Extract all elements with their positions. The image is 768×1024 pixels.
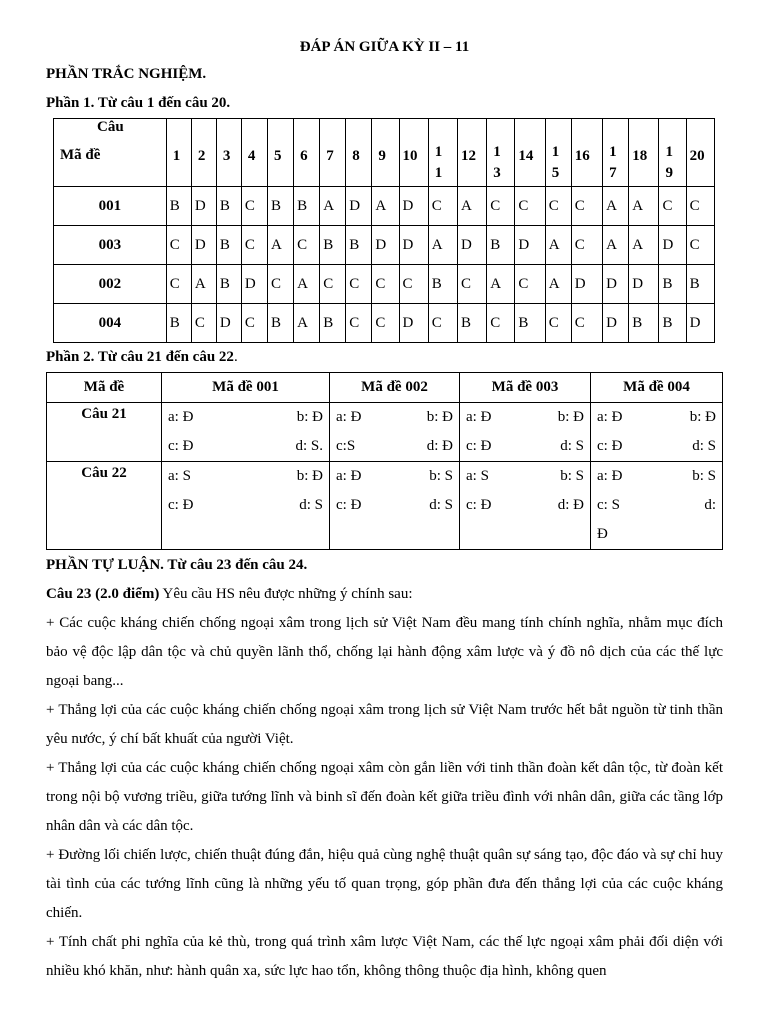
answer-cell: C xyxy=(320,265,346,304)
answer-table-part2 xyxy=(46,372,723,550)
question-number-header: 2 xyxy=(191,119,216,187)
answer-cell: A xyxy=(545,226,571,265)
answer-paragraph: + Tính chất phi nghĩa của kẻ thù, trong quá trình xâm lược Việt Nam, các thế lực ngoại xâm phải đối diện với nhiều khó khăn, như: hành quân xa, sức lực hao tổn, không thông thuộc địa hình, không quen xyxy=(46,934,723,979)
answer-cell: B xyxy=(294,187,320,226)
part2-heading-bold: Phần 2. Từ câu 21 đến câu 22 xyxy=(46,349,234,365)
answer-cell: C xyxy=(487,187,515,226)
answer-right: d: Đ xyxy=(557,497,584,513)
answer-left: a: Đ xyxy=(336,468,362,484)
document-title: ĐÁP ÁN GIỮA KỲ II – 11 xyxy=(299,39,470,55)
answer-cell: C xyxy=(571,187,602,226)
answer-right: d: xyxy=(704,497,716,513)
table-row xyxy=(54,226,715,265)
question-number-header: 1 9 xyxy=(659,119,686,187)
answer-right: b: S xyxy=(692,468,716,484)
table-row xyxy=(47,403,723,462)
answer-cell xyxy=(330,462,460,550)
answer-cell: B xyxy=(428,265,457,304)
question-number-header: 4 xyxy=(241,119,267,187)
answer-right: d: S xyxy=(692,438,716,454)
answer-right: b: Đ xyxy=(296,468,323,484)
answer-right: d: S xyxy=(560,438,584,454)
part2-heading-rest: . xyxy=(233,349,238,365)
question-number-header: 8 xyxy=(346,119,372,187)
answer-cell xyxy=(162,462,330,550)
answer-cell: C xyxy=(346,304,372,343)
question-number-header: 14 xyxy=(515,119,545,187)
question-number-header: 18 xyxy=(629,119,659,187)
answer-cell: C xyxy=(545,304,571,343)
answer-cell: A xyxy=(294,265,320,304)
answer-cell: D xyxy=(191,226,216,265)
answer-cell: A xyxy=(320,187,346,226)
section-multiple-choice-heading: PHẦN TRẮC NGHIỆM. xyxy=(46,66,207,82)
answer-left: c: Đ xyxy=(168,497,194,513)
exam-code-cell: 002 xyxy=(54,265,167,304)
question-number-header: 20 xyxy=(686,119,714,187)
answer-right: b: S xyxy=(560,468,584,484)
answer-left: c: Đ xyxy=(597,438,623,454)
answer-cell: B xyxy=(268,304,294,343)
question-number-header: 16 xyxy=(571,119,602,187)
essay-heading-rest: . Từ câu 23 đến câu 24. xyxy=(160,557,308,573)
answer-cell: D xyxy=(241,265,267,304)
answer-left: a: S xyxy=(466,468,489,484)
question-number-header: 9 xyxy=(372,119,399,187)
answer-cell xyxy=(591,403,723,462)
answer-cell: A xyxy=(268,226,294,265)
answer-cell: D xyxy=(399,187,428,226)
answer-cell: A xyxy=(603,187,629,226)
question-label-cell: Câu 21 xyxy=(47,403,162,462)
answer-cell: D xyxy=(629,265,659,304)
answer-cell: B xyxy=(166,304,191,343)
answer-cell: D xyxy=(191,187,216,226)
answer-cell: B xyxy=(216,265,241,304)
answer-cell: C xyxy=(686,226,714,265)
answer-cell: A xyxy=(629,187,659,226)
answer-cell: C xyxy=(659,187,686,226)
answer-cell: A xyxy=(545,265,571,304)
answer-cell: C xyxy=(487,304,515,343)
answer-cell: C xyxy=(515,187,545,226)
answer-cell xyxy=(162,403,330,462)
question-number-header: 1 1 xyxy=(428,119,457,187)
answer-left: c: Đ xyxy=(336,497,362,513)
answer-left: c:S xyxy=(336,438,356,454)
answer-cell: D xyxy=(399,304,428,343)
table1-header-row xyxy=(54,119,715,187)
answer-cell: C xyxy=(428,187,457,226)
answer-cell: B xyxy=(320,304,346,343)
answer-right: b: S xyxy=(429,468,453,484)
answer-cell: C xyxy=(294,226,320,265)
answer-cell: B xyxy=(346,226,372,265)
answer-right: b: Đ xyxy=(296,409,323,425)
answer-cell: A xyxy=(294,304,320,343)
question-number-header: 1 5 xyxy=(545,119,571,187)
answer-cell: A xyxy=(457,187,486,226)
question-number-header: 6 xyxy=(294,119,320,187)
answer-table-part1 xyxy=(53,118,715,343)
answer-left: c: Đ xyxy=(466,438,492,454)
answer-cell: C xyxy=(545,187,571,226)
answer-cell: D xyxy=(515,226,545,265)
column-header: Mã đề 002 xyxy=(330,373,460,403)
answer-cell xyxy=(460,462,591,550)
answer-cell: C xyxy=(166,226,191,265)
answer-left: a: Đ xyxy=(466,409,492,425)
answer-left: a: Đ xyxy=(597,468,623,484)
answer-cell: D xyxy=(346,187,372,226)
section-essay-heading xyxy=(46,551,723,580)
answer-cell: C xyxy=(457,265,486,304)
answer-cell: B xyxy=(216,187,241,226)
question-number-header: 1 3 xyxy=(487,119,515,187)
corner-label-question: Câu xyxy=(97,119,124,135)
answer-cell: D xyxy=(216,304,241,343)
answer-left: c: Đ xyxy=(466,497,492,513)
answer-cell: B xyxy=(457,304,486,343)
answer-cell: D xyxy=(457,226,486,265)
column-header: Mã đề xyxy=(47,373,162,403)
answer-cell: C xyxy=(686,187,714,226)
answer-cell: B xyxy=(268,187,294,226)
corner-label-code: Mã đề xyxy=(60,147,101,163)
answer-cell: C xyxy=(191,304,216,343)
answer-cell: B xyxy=(659,265,686,304)
answer-cell: B xyxy=(629,304,659,343)
document-page xyxy=(46,34,723,986)
answer-cell: B xyxy=(515,304,545,343)
answer-right: b: Đ xyxy=(426,409,453,425)
answer-paragraph: + Đường lối chiến lược, chiến thuật đúng đắn, hiệu quả cùng nghệ thuật quân sự sáng tạo, độc đáo và sự chỉ huy tài tình của các tướng lĩnh cũng là những yếu tố quan trọng, góp phần đưa đến thắng lợi của các cuộc kháng chiến. xyxy=(46,847,723,921)
answer-paragraph: + Các cuộc kháng chiến chống ngoại xâm trong lịch sử Việt Nam đều mang tính chính nghĩa, nhằm mục đích bảo vệ độc lập dân tộc và chủ quyền lãnh thổ, chống lại hành động xâm lược và ý đồ nô dịch của các thế lực ngoại bang... xyxy=(46,615,723,689)
answer-left: a: S xyxy=(168,468,191,484)
exam-code-cell: 001 xyxy=(54,187,167,226)
answer-cell: A xyxy=(487,265,515,304)
question23-label: Câu 23 (2.0 điểm) xyxy=(46,586,160,602)
answer-cell: A xyxy=(603,226,629,265)
answer-cell xyxy=(330,403,460,462)
table-row xyxy=(54,304,715,343)
answer-cell: D xyxy=(603,265,629,304)
question23-instruction: Yêu cầu HS nêu được những ý chính sau: xyxy=(159,586,413,602)
answer-left: a: Đ xyxy=(336,409,362,425)
answer-right: b: Đ xyxy=(557,409,584,425)
answer-cell: B xyxy=(216,226,241,265)
answer-cell: C xyxy=(241,304,267,343)
essay-heading-bold: PHẦN TỰ LUẬN xyxy=(46,557,161,573)
answer-cell: B xyxy=(686,265,714,304)
answer-right: d: Đ xyxy=(426,438,453,454)
question-label-cell: Câu 22 xyxy=(47,462,162,550)
answer-right: d: S xyxy=(429,497,453,513)
answer-cell xyxy=(460,403,591,462)
answer-cell xyxy=(591,462,723,550)
answer-cell: D xyxy=(603,304,629,343)
answer-paragraphs xyxy=(46,609,723,986)
answer-cell: B xyxy=(659,304,686,343)
answer-cell: B xyxy=(487,226,515,265)
question-number-header: 12 xyxy=(457,119,486,187)
answer-cell: D xyxy=(372,226,399,265)
answer-cell: C xyxy=(372,304,399,343)
answer-cell: A xyxy=(372,187,399,226)
answer-left: c: S xyxy=(597,497,620,513)
answer-cell: C xyxy=(372,265,399,304)
question-number-header: 5 xyxy=(268,119,294,187)
table1-corner-cell xyxy=(54,119,167,187)
answer-right: b: Đ xyxy=(689,409,716,425)
answer-cell: C xyxy=(346,265,372,304)
answer-cell: C xyxy=(241,226,267,265)
answer-cell: C xyxy=(515,265,545,304)
question-number-header: 7 xyxy=(320,119,346,187)
answer-right: d: S. xyxy=(295,438,323,454)
answer-cell: C xyxy=(268,265,294,304)
answer-cell: C xyxy=(428,304,457,343)
exam-code-cell: 004 xyxy=(54,304,167,343)
answer-left: a: Đ xyxy=(597,409,623,425)
answer-paragraph: + Thắng lợi của các cuộc kháng chiến chống ngoại xâm còn gắn liền với tinh thần đoàn kết dân tộc, từ đoàn kết trong nội bộ vương triều, giữa tướng lĩnh và binh sĩ đến đoàn kết giữa triều đình với nhân dân, giữa các tầng lớp nhân dân và các dân tộc. xyxy=(46,760,723,834)
table-row xyxy=(47,462,723,550)
answer-cell: C xyxy=(571,226,602,265)
exam-code-cell: 003 xyxy=(54,226,167,265)
column-header: Mã đề 003 xyxy=(460,373,591,403)
column-header: Mã đề 004 xyxy=(591,373,723,403)
answer-cell: C xyxy=(399,265,428,304)
answer-cell: B xyxy=(320,226,346,265)
part1-heading: Phần 1. Từ câu 1 đến câu 20. xyxy=(46,95,231,111)
answer-cell: D xyxy=(571,265,602,304)
answer-left: c: Đ xyxy=(168,438,194,454)
question-number-header: 10 xyxy=(399,119,428,187)
table-row xyxy=(54,187,715,226)
question-number-header: 1 7 xyxy=(603,119,629,187)
answer-paragraph: + Thắng lợi của các cuộc kháng chiến chống ngoại xâm trong lịch sử Việt Nam trước hết bắt nguồn từ tinh thần yêu nước, ý chí bất khuất của người Việt. xyxy=(46,702,723,747)
answer-cell: A xyxy=(629,226,659,265)
answer-cell: D xyxy=(659,226,686,265)
answer-cell: D xyxy=(686,304,714,343)
answer-left: a: Đ xyxy=(168,409,194,425)
answer-left: Đ xyxy=(597,526,608,542)
answer-cell: C xyxy=(166,265,191,304)
answer-cell: D xyxy=(399,226,428,265)
answer-cell: A xyxy=(428,226,457,265)
table2-header-row xyxy=(47,373,723,403)
question-number-header: 1 xyxy=(166,119,191,187)
answer-cell: A xyxy=(191,265,216,304)
column-header: Mã đề 001 xyxy=(162,373,330,403)
table-row xyxy=(54,265,715,304)
answer-cell: C xyxy=(241,187,267,226)
answer-right: d: S xyxy=(299,497,323,513)
answer-cell: B xyxy=(166,187,191,226)
question23-heading xyxy=(46,580,723,609)
answer-cell: C xyxy=(571,304,602,343)
question-number-header: 3 xyxy=(216,119,241,187)
part2-heading xyxy=(46,343,723,372)
